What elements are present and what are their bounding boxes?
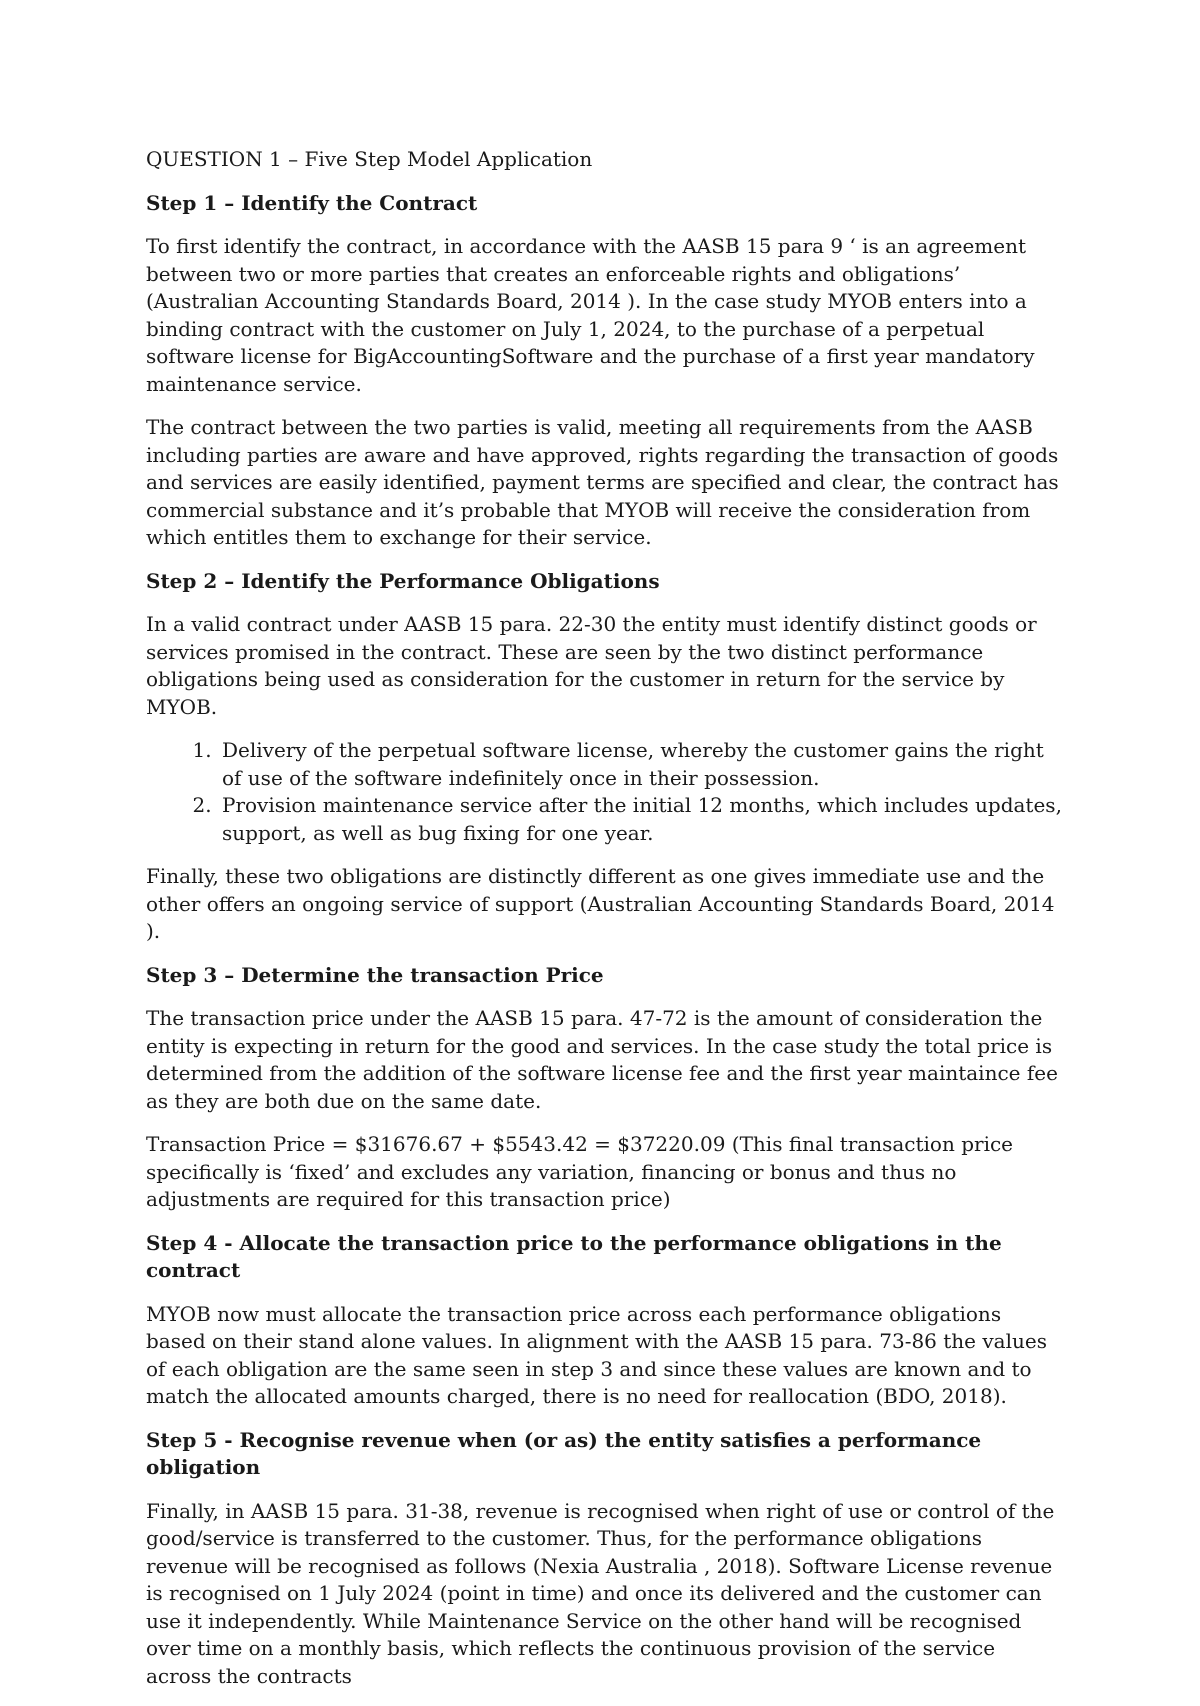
list-item: 2. Provision maintenance service after the initial 12 months, which includes updates, support, as well as bug fixing for one year. [218, 792, 1066, 847]
step-5-paragraph-1: Finally, in AASB 15 para. 31-38, revenue is recognised when right of use or control of the good/service is transferred to the customer. Thus, for the performance obligations revenue will be recognised as follows (Nexia Australia , 2018). Software License revenue is recognised on 1 July 2024 (point in time) and once its delivered and the customer can use it independently. While Maintenance Service on the other hand will be recognised over time on a monthly basis, which reflects the continuous provision of the service across the contracts [146, 1498, 1055, 1688]
step-4-section [146, 1230, 1066, 1411]
step-4-paragraph-1: MYOB now must allocate the transaction price across each performance obligations based on their stand alone values. In alignment with the AASB 15 para. 73-86 the values of each obligation are the same seen in step 3 and since these values are known and to match the allocated amounts charged, there is no need for reallocation (BDO, 2018). [146, 1301, 1047, 1408]
step-5-section [146, 1427, 1066, 1691]
step-2-paragraph-2: Finally, these two obligations are distinctly different as one gives immediate use and the other offers an ongoing service of support (Australian Accounting Standards Board, 2014 ). [146, 864, 1055, 943]
step-1-paragraph-1: To first identify the contract, in accordance with the AASB 15 para 9 ‘ is an agreement between two or more parties that creates an enforceable rights and obligations’ (Australian Accounting Standards Board, 2014 ). In the case study MYOB enters into a binding contract with the customer on July 1, 2024, to the purchase of a perpetual software license for BigAccountingSoftware and the purchase of a first year mandatory maintenance service. [146, 234, 1035, 396]
step-1-paragraph-2: The contract between the two parties is valid, meeting all requirements from the AASB including parties are aware and have approved, rights regarding the transaction of goods and services are easily identified, payment terms are specified and clear, the contract has commercial substance and it’s probable that MYOB will receive the consideration from which entitles them to exchange for their service. [146, 415, 1059, 549]
step-1-section [146, 190, 1066, 552]
step-3-paragraph-1: The transaction price under the AASB 15 para. 47-72 is the amount of consideration the entity is expecting in return for the good and services. In the case study the total price is determined from the addition of the software license fee and the first year maintaince fee as they are both due on the same date. [146, 1006, 1058, 1113]
step-4-heading: Step 4 - Allocate the transaction price to the performance obligations in the contract [146, 1230, 1002, 1282]
step-3-section [146, 962, 1066, 1214]
step-2-heading: Step 2 – Identify the Performance Obligations [146, 568, 660, 593]
step-5-heading: Step 5 - Recognise revenue when (or as) the entity satisfies a performance obligation [146, 1427, 982, 1479]
step-2-section [146, 568, 1066, 946]
transaction-price-formula: Transaction Price = $31676.67 + $5543.42 = $37220.09 (This final transaction price specifically is ‘fixed’ and excludes any variation, financing or bonus and thus no adjustments are required for this transaction price) [146, 1132, 1014, 1211]
step-3-heading: Step 3 – Determine the transaction Price [146, 962, 604, 987]
step-1-heading: Step 1 – Identify the Contract [146, 190, 478, 215]
document-page [146, 146, 1066, 1706]
performance-obligations-list [146, 737, 1066, 847]
document-title: QUESTION 1 – Five Step Model Application [146, 147, 593, 171]
step-2-paragraph-1: In a valid contract under AASB 15 para. 22-30 the entity must identify distinct goods or services promised in the contract. These are seen by the two distinct performance obligations being used as consideration for the customer in return for the service by MYOB. [146, 612, 1037, 719]
list-item: 1. Delivery of the perpetual software license, whereby the customer gains the right of use of the software indefinitely once in their possession. [218, 737, 1066, 792]
